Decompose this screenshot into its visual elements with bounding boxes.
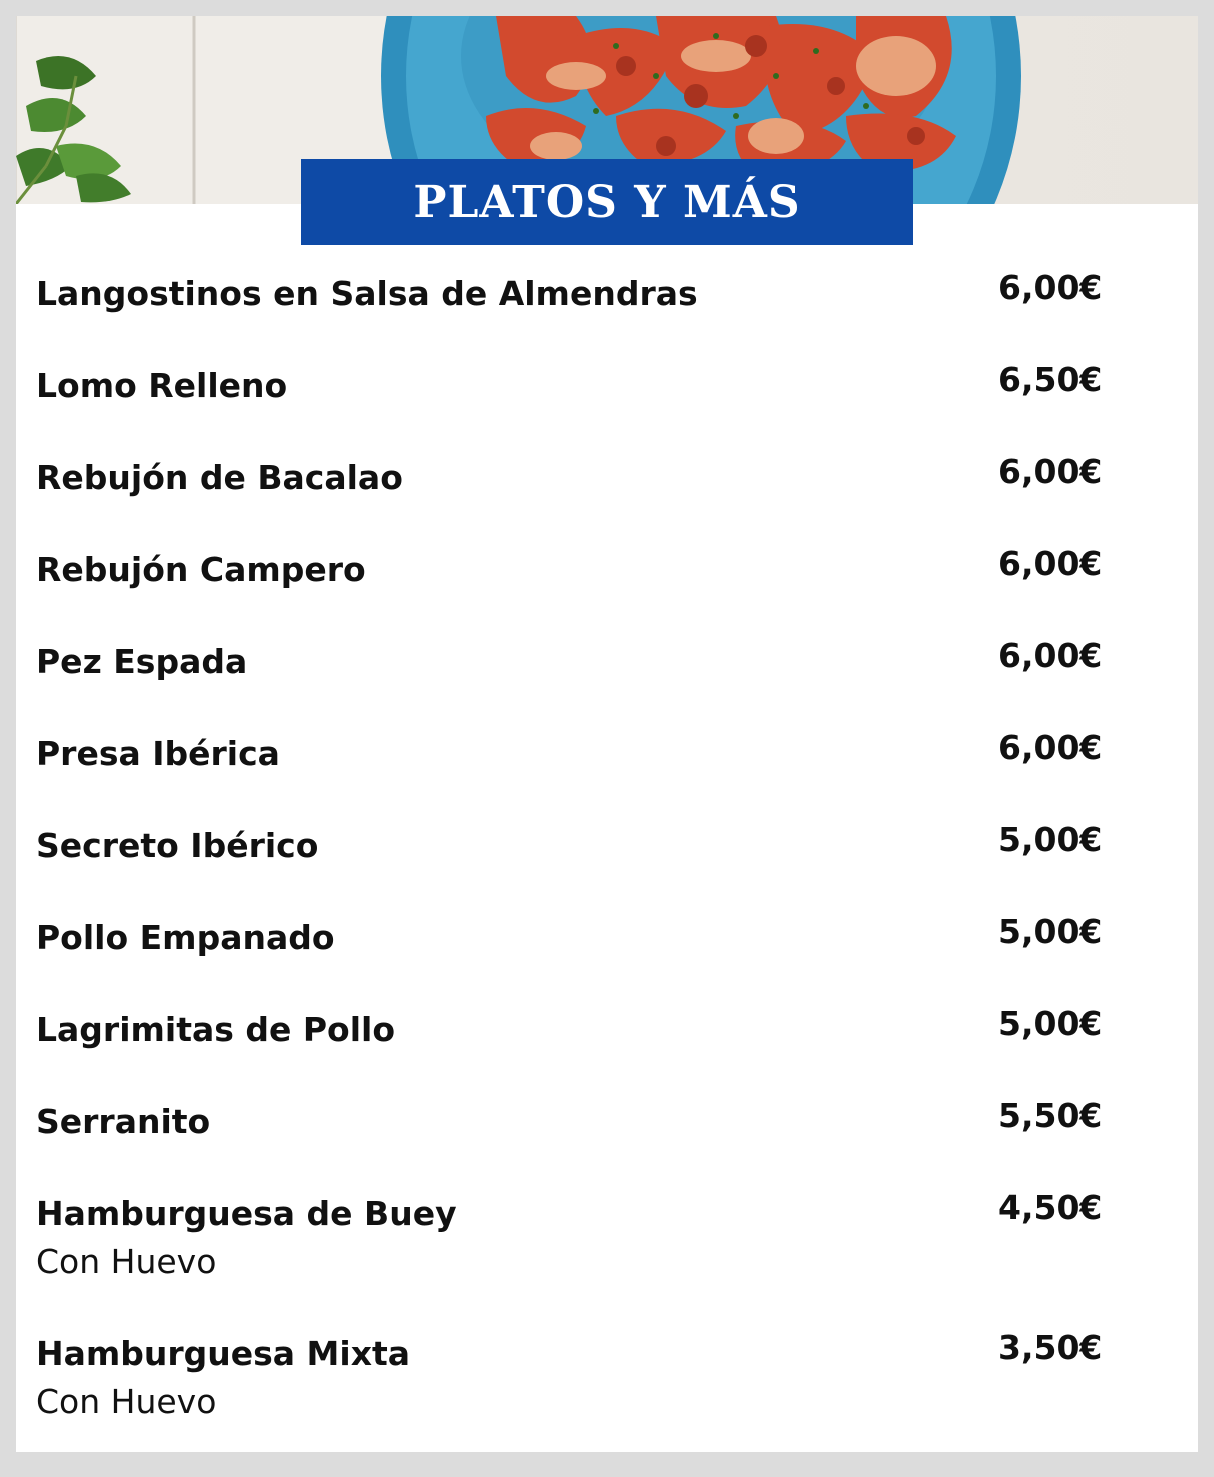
item-name: Secreto Ibérico [36,826,319,865]
item-name: Hamburguesa de Buey [36,1194,457,1233]
item-name: Hamburguesa Mixta [36,1334,411,1373]
item-name: Rebujón de Bacalao [36,458,403,497]
page-title: PLATOS Y MÁS [413,176,801,228]
item-name: Lomo Relleno [36,366,288,405]
item-price: 6,00€ [998,452,1103,491]
item-note: Con Huevo [36,1242,217,1281]
item-price: 3,50€ [998,1328,1103,1367]
item-price: 6,00€ [998,728,1103,767]
item-note: Con Huevo [36,1382,217,1421]
item-name: Rebujón Campero [36,550,366,589]
item-price: 5,00€ [998,912,1103,951]
item-name: Serranito [36,1102,211,1141]
item-price: 6,00€ [998,636,1103,675]
item-price: 4,50€ [998,1188,1103,1227]
item-name: Lagrimitas de Pollo [36,1010,396,1049]
item-price: 6,50€ [998,360,1103,399]
menu-card [16,16,1198,1452]
item-price: 5,00€ [998,1004,1103,1043]
item-name: Pollo Empanado [36,918,335,957]
item-name: Pez Espada [36,642,248,681]
item-price: 5,50€ [998,1096,1103,1135]
item-name: Presa Ibérica [36,734,280,773]
item-price: 6,00€ [998,268,1103,307]
item-name: Langostinos en Salsa de Almendras [36,274,698,313]
item-price: 6,00€ [998,544,1103,583]
menu-list [16,16,1198,1452]
item-price: 5,00€ [998,820,1103,859]
